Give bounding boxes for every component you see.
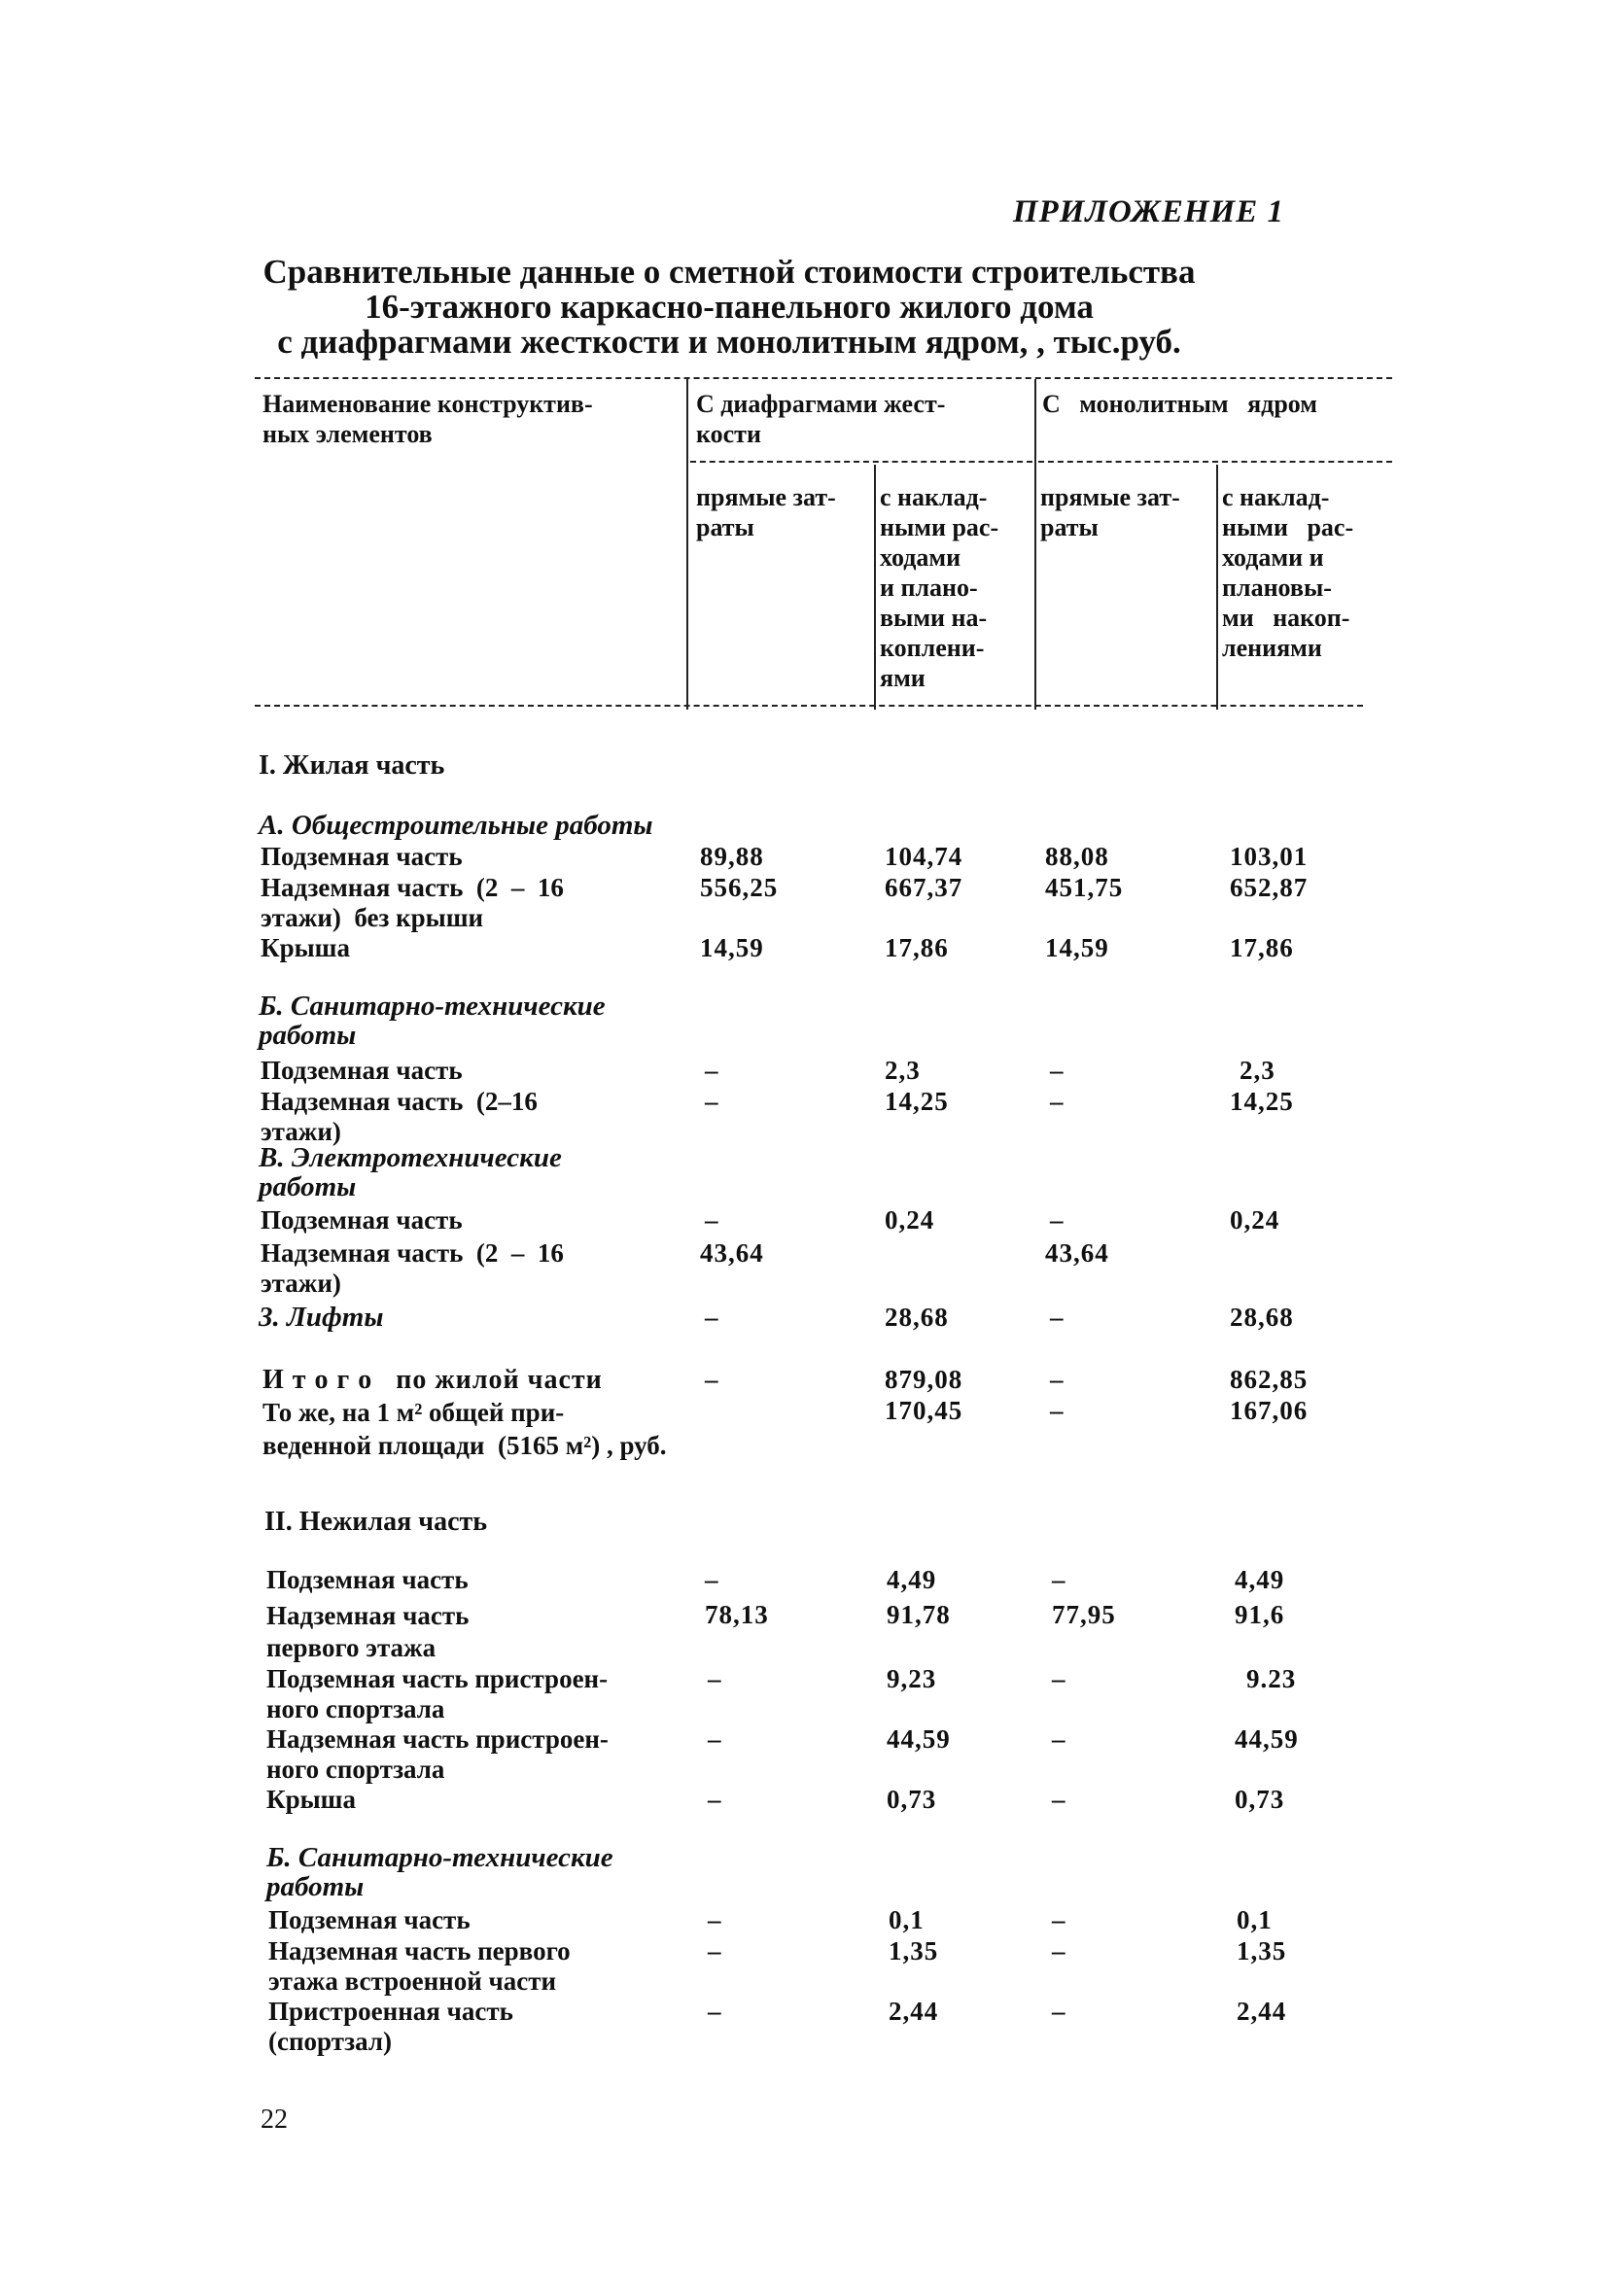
row-label: Крыша (266, 1785, 356, 1814)
cell-g1-overhead: 879,08 (885, 1365, 963, 1394)
cell-g2-direct: – (1052, 1565, 1066, 1594)
cell-g2-overhead: 652,87 (1230, 873, 1309, 902)
row-label: Подземная часть пристроен- ного спортзала (266, 1664, 609, 1723)
cell-g1-overhead: 4,49 (887, 1565, 937, 1594)
cell-g2-overhead: 28,68 (1230, 1303, 1294, 1332)
cell-g1-overhead: 17,86 (885, 933, 949, 962)
group2-subheader-rule (1038, 461, 1392, 463)
cell-g1-overhead: 91,78 (887, 1600, 951, 1629)
document-title (194, 255, 1264, 360)
cell-g1-direct: 43,64 (700, 1238, 764, 1268)
cell-g1-overhead: 28,68 (885, 1303, 949, 1332)
cell-g1-direct: 89,88 (700, 842, 764, 871)
row-label: Крыша (261, 933, 350, 962)
cell-g2-direct: – (1050, 1396, 1065, 1425)
cell-g2-overhead: 103,01 (1230, 842, 1309, 871)
cell-g2-direct: – (1050, 1365, 1065, 1394)
table-top-rule (255, 377, 1392, 379)
cell-g1-overhead: 0,1 (889, 1905, 925, 1934)
subsection-electrical: В. Электротехнические работы (259, 1142, 562, 1202)
cell-g2-overhead: 17,86 (1230, 933, 1294, 962)
row-label: Пристроенная часть (спортзал) (268, 1997, 513, 2056)
cell-g2-direct: 14,59 (1045, 933, 1109, 962)
cell-g1-direct: – (708, 1936, 722, 1966)
column-divider-3 (1034, 379, 1036, 710)
cell-g1-overhead: 44,59 (887, 1724, 951, 1754)
cell-g1-direct: – (705, 1565, 719, 1594)
cell-g1-direct: – (705, 1205, 719, 1235)
cell-g1-direct: 14,59 (700, 933, 764, 962)
cell-g1-direct: – (708, 1664, 722, 1693)
row-label: Подземная часть (261, 1056, 463, 1085)
row-label: Подземная часть (261, 842, 463, 871)
subsection-general-construction: А. Общестроительные работы (259, 810, 653, 841)
cell-g2-direct: 77,95 (1052, 1600, 1116, 1629)
cell-g2-overhead: 1,35 (1237, 1936, 1287, 1966)
cell-g2-direct: – (1052, 1936, 1066, 1966)
column-header-g2-overhead: с наклад- ными рас- ходами и плановы- ми накоп- лениями (1222, 483, 1354, 662)
cell-g2-overhead: 0,1 (1237, 1905, 1273, 1934)
cell-g2-overhead: 0,73 (1235, 1785, 1285, 1814)
cell-g2-direct: – (1052, 1664, 1066, 1693)
cell-g2-overhead: 14,25 (1230, 1087, 1294, 1116)
row-label: Надземная часть пристроен- ного спортзала (266, 1724, 609, 1784)
column-group-diaphragms: С диафрагмами жест- кости (696, 390, 946, 448)
cell-g1-overhead: 2,3 (885, 1056, 921, 1085)
cell-g1-direct: – (705, 1365, 719, 1394)
cell-g1-direct: – (708, 1997, 722, 2026)
row-label-total: И т о г о по жилой части (262, 1365, 603, 1395)
cell-g1-overhead: 0,24 (885, 1205, 935, 1235)
cell-g2-direct: – (1052, 1997, 1066, 2026)
title-line-1: Сравнительные данные о сметной стоимости строительства (262, 253, 1196, 291)
cell-g1-direct: – (708, 1724, 722, 1754)
cell-g1-direct: – (705, 1087, 719, 1116)
row-label: Надземная часть (2 – 16 этажи) (261, 1238, 564, 1298)
row-label-per-m2: То же, на 1 м² общей при- веденной площади (5165 м²) , руб. (262, 1398, 667, 1460)
cell-g1-direct: – (705, 1056, 719, 1085)
cell-g1-direct: 78,13 (705, 1600, 769, 1629)
row-label: Надземная часть первого этажа (266, 1601, 470, 1662)
cell-g2-direct: – (1052, 1785, 1066, 1814)
row-label: Надземная часть (2–16 этажи) (261, 1087, 538, 1146)
cell-g1-direct: – (705, 1303, 719, 1332)
cell-g1-overhead: 0,73 (887, 1785, 937, 1814)
cell-g2-direct: – (1052, 1905, 1066, 1934)
cell-g1-overhead: 14,25 (885, 1087, 949, 1116)
title-line-2: 16-этажного каркасно-панельного жилого дома (365, 288, 1094, 326)
section-residential: I. Жилая часть (259, 750, 445, 781)
row-label: Подземная часть (268, 1905, 471, 1934)
cell-g2-direct: 451,75 (1045, 873, 1124, 902)
cell-g1-overhead: 104,74 (885, 842, 963, 871)
cell-g1-overhead: 667,37 (885, 873, 963, 902)
cell-g2-direct: – (1050, 1087, 1065, 1116)
title-line-3: с диафрагмами жесткости и монолитным ядром, , тыс.руб. (277, 323, 1181, 361)
appendix-label: ПРИЛОЖЕНИЕ 1 (1012, 194, 1284, 229)
cell-g1-direct: 556,25 (700, 873, 779, 902)
cell-g2-overhead: 0,24 (1230, 1205, 1280, 1235)
page-number: 22 (261, 2105, 288, 2135)
section-non-residential: II. Нежилая часть (264, 1507, 488, 1537)
cell-g2-direct: – (1052, 1724, 1066, 1754)
cell-g2-overhead: 4,49 (1235, 1565, 1285, 1594)
cell-g2-direct: – (1050, 1303, 1065, 1332)
cell-g2-overhead: 91,6 (1235, 1600, 1285, 1629)
row-label: Надземная часть первого этажа встроенной части (268, 1936, 571, 1996)
column-divider-4 (1216, 465, 1218, 710)
cell-g2-direct: – (1050, 1205, 1065, 1235)
column-header-name: Наименование конструктив- ных элементов (262, 390, 593, 448)
row-label: Подземная часть (266, 1565, 469, 1594)
subsection-sanitary-2: Б. Санитарно-технические работы (266, 1842, 613, 1902)
cell-g1-direct: – (708, 1785, 722, 1814)
subsection-sanitary: Б. Санитарно-технические работы (259, 991, 606, 1051)
cell-g1-overhead: 170,45 (885, 1396, 963, 1425)
row-label: Надземная часть (2 – 16 этажи) без крыши (261, 873, 564, 932)
cell-g1-overhead: 1,35 (889, 1936, 939, 1966)
cell-g2-direct: – (1050, 1056, 1065, 1085)
column-divider-2 (874, 465, 876, 710)
cell-g1-overhead: 9,23 (887, 1664, 937, 1693)
cell-g2-overhead: 167,06 (1230, 1396, 1309, 1425)
column-header-g1-direct: прямые зат- раты (696, 483, 836, 541)
column-header-g2-direct: прямые зат- раты (1040, 483, 1180, 541)
subsection-lifts: 3. Лифты (259, 1302, 384, 1333)
cell-g2-overhead: 9.23 (1246, 1664, 1297, 1693)
row-label: Подземная часть (261, 1205, 463, 1235)
cell-g1-overhead: 2,44 (889, 1997, 939, 2026)
cell-g2-direct: 43,64 (1045, 1238, 1109, 1268)
column-group-monolithic-core: С монолитным ядром (1042, 390, 1318, 418)
cell-g2-overhead: 2,3 (1240, 1056, 1275, 1085)
cell-g2-direct: 88,08 (1045, 842, 1109, 871)
table-header-bottom-rule (255, 705, 1363, 707)
column-header-g1-overhead: с наклад- ными рас- ходами и плано- выми на- коплени- ями (880, 483, 999, 692)
cell-g2-overhead: 2,44 (1237, 1997, 1287, 2026)
cell-g2-overhead: 862,85 (1230, 1365, 1309, 1394)
cell-g1-direct: – (708, 1905, 722, 1934)
cell-g2-overhead: 44,59 (1235, 1724, 1299, 1754)
column-divider-1 (686, 379, 688, 710)
group1-subheader-rule (690, 461, 1032, 463)
